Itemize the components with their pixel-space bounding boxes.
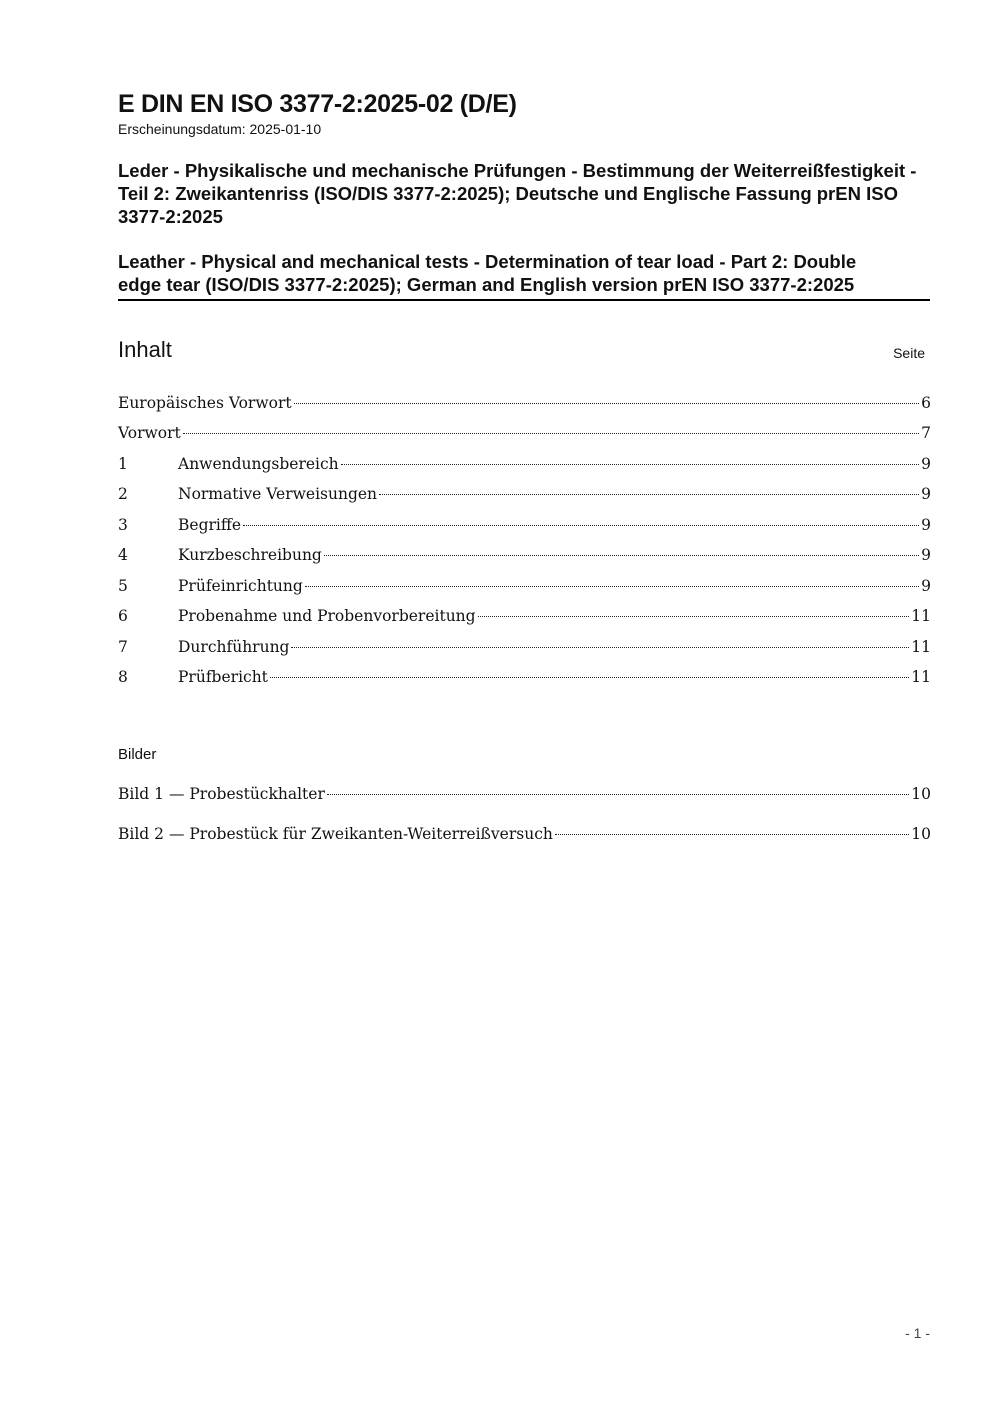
toc-leader-dots (379, 493, 919, 495)
figure-entry-page: 10 (911, 825, 931, 843)
toc-leader-dots (243, 524, 919, 526)
toc-page-column-label: Seite (893, 345, 925, 361)
toc-entry-number: 7 (118, 638, 128, 656)
toc-entry-label: Begriffe (178, 516, 242, 534)
title-german: Leder - Physikalische und mechanische Prüfungen - Bestimmung der Weiterreißfestigkeit - Teil 2: Zweikantenriss (ISO/DIS 3377-2:2025); Deutsche und Englische Fassung prEN ISO 3377-2:2025 (118, 160, 917, 227)
figure-entry-label: Bild 2 — Probestück für Zweikanten-Weiterreißversuch (118, 825, 553, 843)
toc-entry-number: 5 (118, 577, 128, 595)
toc-entry-page: 9 (921, 516, 931, 534)
toc-entry-label: Prüfeinrichtung (178, 577, 303, 595)
toc-leader-dots (305, 585, 919, 587)
title-english (118, 250, 930, 301)
toc-leader-dots (324, 554, 919, 556)
toc-entry-label: Durchführung (178, 638, 290, 656)
toc-entry[interactable] (118, 638, 931, 660)
toc-entry-page: 6 (921, 394, 931, 412)
toc-entry[interactable] (118, 516, 931, 538)
toc-entry-number: 2 (118, 485, 128, 503)
title-english-line1: Leather - Physical and mechanical tests - Determination of tear load - Part 2: Double (118, 251, 857, 272)
toc-leader-dots (183, 432, 919, 434)
toc-entry[interactable] (118, 424, 931, 446)
toc-entry-label: Europäisches Vorwort (118, 394, 292, 412)
toc-leader-dots (270, 676, 909, 678)
toc-entry-page: 11 (911, 607, 931, 625)
toc-entry-number: 4 (118, 546, 128, 564)
toc-heading: Inhalt (118, 337, 172, 362)
figure-entry[interactable] (118, 785, 931, 807)
toc-entry-page: 11 (911, 668, 931, 686)
toc-entry-label: Probenahme und Probenvorbereitung (178, 607, 476, 625)
toc-entry-number: 6 (118, 607, 128, 625)
toc-entry-page: 9 (921, 485, 931, 503)
toc-entry[interactable] (118, 455, 931, 477)
toc-entry-number: 8 (118, 668, 128, 686)
figure-entry[interactable] (118, 825, 931, 847)
toc-entry-label: Vorwort (118, 424, 181, 442)
title-english-line2: edge tear (ISO/DIS 3377-2:2025); German and English version prEN ISO 3377-2:2025 (118, 274, 855, 295)
toc-entry[interactable] (118, 607, 931, 629)
toc-leader-dots (294, 402, 920, 404)
toc-entry[interactable] (118, 485, 931, 507)
figure-entry-page: 10 (911, 785, 931, 803)
toc-entry-page: 9 (921, 455, 931, 473)
toc-entry[interactable] (118, 546, 931, 568)
figure-entry-label: Bild 1 — Probestückhalter (118, 785, 325, 803)
toc-leader-dots (327, 793, 909, 795)
toc-entry-page: 7 (921, 424, 931, 442)
toc-entry-page: 11 (911, 638, 931, 656)
figures-heading: Bilder (118, 746, 157, 763)
toc-entry-label: Normative Verweisungen (178, 485, 378, 503)
toc-entry[interactable] (118, 394, 931, 416)
toc-entry-label: Kurzbeschreibung (178, 546, 322, 564)
toc-leader-dots (341, 463, 919, 465)
toc-leader-dots (555, 833, 909, 835)
toc-entry[interactable] (118, 668, 931, 690)
publication-date: Erscheinungsdatum: 2025-01-10 (118, 121, 322, 137)
document-title: E DIN EN ISO 3377-2:2025-02 (D/E) (118, 90, 517, 118)
toc-entry-page: 9 (921, 577, 931, 595)
toc-leader-dots (478, 615, 910, 617)
toc-entry-number: 1 (118, 455, 128, 473)
toc-entry-label: Prüfbericht (178, 668, 268, 686)
toc-entry-number: 3 (118, 516, 128, 534)
toc-entry-page: 9 (921, 546, 931, 564)
toc-entry-label: Anwendungsbereich (178, 455, 339, 473)
toc-leader-dots (291, 646, 909, 648)
toc-entry[interactable] (118, 577, 931, 599)
page-number: - 1 - (905, 1325, 930, 1341)
